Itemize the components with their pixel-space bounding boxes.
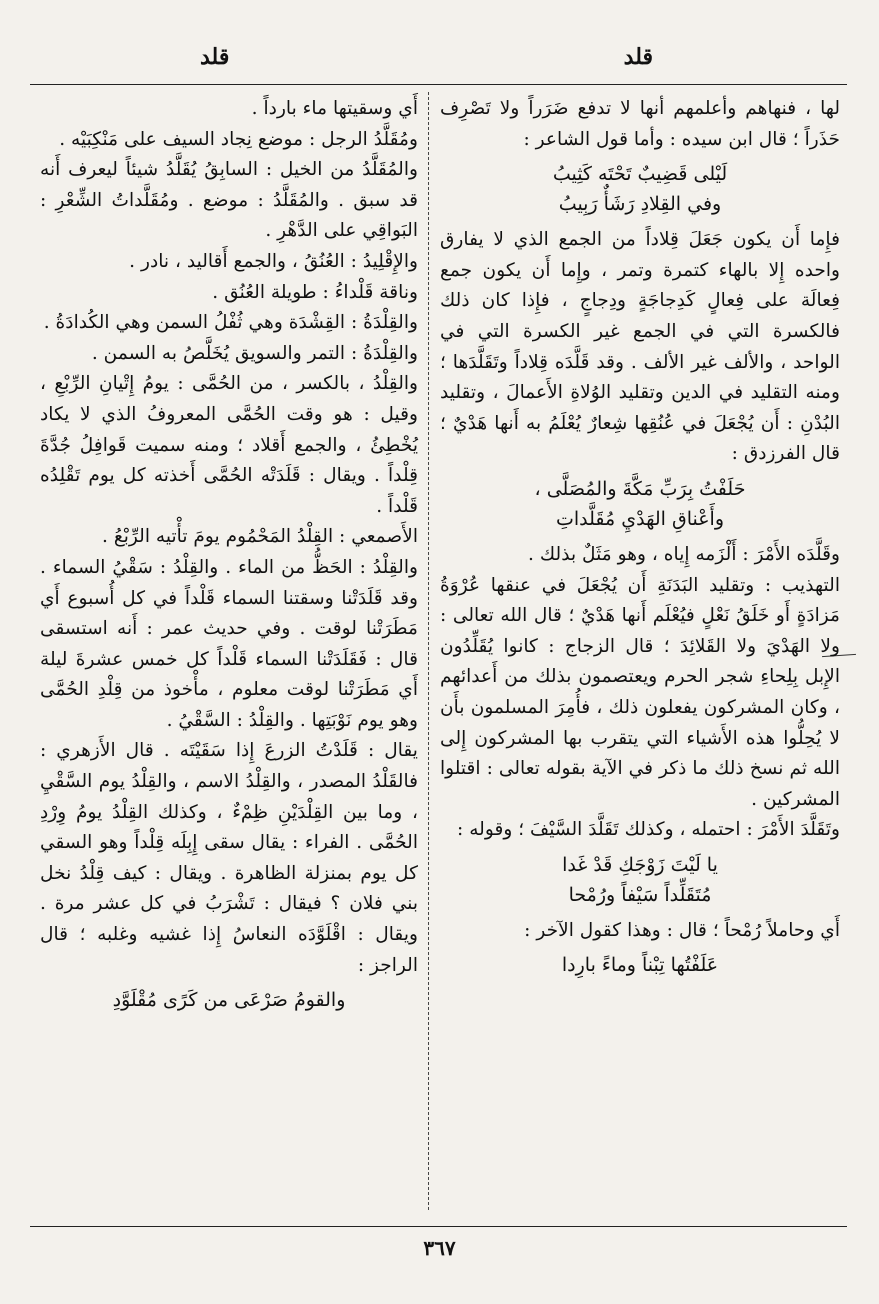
paragraph: وقَلَّدَه الأَمْرَ : أَلْزَمه إِياه ، وهو مَثَلٌ بذلك . bbox=[528, 543, 840, 565]
verse-line: عَلَفْتُها تِبْناً وماءً بارِدا bbox=[561, 954, 719, 977]
verse-line: لَيْلى قَضِيبٌ تَحْتَه كَثِيبُ bbox=[552, 163, 728, 186]
paragraph: أَي وسقيتها ماء بارداً . bbox=[251, 98, 418, 119]
verse-line: وأَعْناقِ الهَدْيِ مُقَلَّداتِ bbox=[555, 507, 725, 530]
verse bbox=[40, 985, 418, 1015]
bottom-rule bbox=[30, 1226, 847, 1227]
paragraph: أَي وحاملاً رُمْحاً ؛ قال : وهذا كقول الآخر : bbox=[524, 919, 840, 941]
verse-line: يا لَيْتَ زَوْجَكِ قَدْ غَدا bbox=[562, 853, 718, 876]
paragraph: والقِلْدُ : الحَظُّ من الماء . والقِلْدُ : سَقْيُ السماء . وقد قَلَدَتْنا وسقتنا السماء قَلْداً في كل أُسبوع أَي مَطَرَتْنا لوقت . وفي حديث عمر : أَنه استسقى قال : فَقَلَدَتْنا السماء قَلْداً كل خمس عشرةَ ليلة أَي مَطَرَتْنا لوقت معلوم ، مأْخوذ من قِلْدِ الحُمَّى وهو يوم نَوْبَتِها . والقِلْدُ : السَّقْيُ . bbox=[40, 556, 418, 731]
right-column bbox=[440, 94, 840, 986]
page-number: ٣٦٧ bbox=[423, 1236, 456, 1260]
paragraph: والقِلْدَةُ : التمر والسويق يُخَلَّصُ به السمن . bbox=[91, 342, 418, 364]
paragraph: والقِلْدُ ، بالكسر ، من الحُمَّى : يومُ إِتْيانِ الرِّبْعِ ، وقيل : هو وقت الحُمَّى المعروفُ الذي لا يكاد يُخْطِئُ ، والجمع أَقلاد ؛ ومنه سميت قَوافِلُ جُدَّةَ قِلْداً . ويقال : قَلَدَتْه الحُمَّى أَخذته كل يوم تَقْلِدُه قَلْداً . bbox=[40, 373, 418, 517]
paragraph: الأَصمعي : القِلْدُ المَحْمُوم يومَ تأْتيه الرِّبْعُ . bbox=[102, 526, 418, 548]
paragraph: وناقة قَلْداءُ : طويلة العُنُق . bbox=[212, 281, 418, 303]
verse-line: حَلَفْتُ بِرَبِّ مَكَّةَ والمُصَلَّى ، bbox=[534, 477, 746, 500]
column-divider bbox=[428, 92, 429, 1210]
paragraph: يقال : قَلَدْتُ الزرعَ إِذا سَقَيْتَه . قال الأَزهري : فالقَلْدُ المصدر ، والقِلْدُ الاسم ، والقِلْدُ يوم السَّقْيِ ، وما بين القِلْدَيْنِ ظِمْءٌ ، وكذلك القِلْدُ يومُ وِرْدِ الحُمَّى . الفراء : يقال سقى إِبِلَه قِلْداً وهو السقي كل يوم بمنزلة الظاهرة . ويقال : كيف قِلْدُ نخل بني فلان ؟ فيقال : تَشْرَبُ في كل عشر مرة . ويقال : اقْلَوَّدَه النعاسُ إِذا غشيه وغلبه ؛ قال الراجز : bbox=[40, 740, 418, 976]
verse-line: وفي القِلادِ رَشَأٌ رَبِيبُ bbox=[558, 193, 722, 216]
paragraph: وتَقَلَّدَ الأَمْرَ : احتمله ، وكذلك تَقَلَّدَ السَّيْفَ ؛ وقوله : bbox=[457, 819, 840, 841]
paragraph: والمُقَلَّدُ من الخيل : السابِقُ يُقَلَّدُ شيئاً ليعرف أَنه قد سبق . والمُقَلَّدُ : موضع . ومُقَلَّداتُ الشِّعْرِ : البَواقِي على الدَّهْرِ . bbox=[40, 159, 418, 242]
verse bbox=[440, 474, 840, 534]
paragraph: ومُقَلَّدُ الرجل : موضع نِجاد السيف على مَنْكِبَيْه . bbox=[59, 128, 418, 150]
header-word-right: قلد bbox=[623, 44, 653, 70]
left-column bbox=[40, 94, 418, 1021]
verse-line: والقومُ صَرْعَى من كَرًى مُقْلَوَّدِ bbox=[112, 989, 346, 1012]
paragraph: التهذيب : وتقليد البَدَنَةِ أَن يُجْعَلَ في عنقها عُرْوَةُ مَزادَةٍ أَو خَلَقُ نَعْلٍ فيُعْلَم أَنها هَدْيٌ ؛ قال الله تعالى : ولا الهَدْيَ ولا القَلائِدَ ؛ قال الزجاج : كانوا يُقَلِّدُون الإِبل بِلِحاءِ شجر الحرم ويعتصمون بذلك من أَعدائهم ، وكان المشركون يفعلون ذلك ، فأُمِرَ المسلمون بأَن لا يُحِلُّوا هذه الأَشياء التي يتقرب بها المشركون إِلى الله ثم نسخ ذلك ما ذكر في الآية بقوله تعالى : اقتلوا المشركين . bbox=[440, 574, 840, 810]
verse bbox=[440, 159, 840, 219]
verse-line: مُتَقَلِّداً سَيْفاً ورُمْحا bbox=[568, 883, 712, 906]
paragraph: والقِلْدَةُ : القِشْدَة وهي ثُفْلُ السمن وهي الكُدادَةُ . bbox=[43, 312, 418, 334]
verse bbox=[440, 950, 840, 980]
paragraph: لها ، فنهاهم وأعلمهم أنها لا تدفع ضَرَراً ولا تَصْرِف حَذَراً ؛ قال ابن سيده : وأما قول الشاعر : bbox=[440, 98, 840, 150]
paragraph: والإِقْلِيدُ : العُنُقُ ، والجمع أَقاليد ، نادر . bbox=[129, 250, 418, 272]
verse bbox=[440, 850, 840, 910]
header-word-left: قلد bbox=[200, 44, 230, 70]
top-rule bbox=[30, 84, 847, 85]
paragraph: فإِما أَن يكون جَعَلَ قِلاداً من الجمع الذي لا يفارق واحده إِلا بالهاء كتمرة وتمر ، وإِما أَن يكون جمع فِعالَة على فِعالٍ كَدِجاجَةٍ ودِجاجٍ ، فإِذا كان ذلك فالكسرة التي في الجمع غير الكسرة التي في الواحد ، والألف غير الألف . وقد قَلَّدَه قِلاداً وتَقَلَّدَها ؛ ومنه التقليد في الدين وتقليد الوُلاةِ الأَعمالَ ، وتقليد البُدْنِ : أَن يُجْعَلَ في عُنُقِها شِعارٌ يُعْلَمُ به أَنها هَدْيٌ ؛ قال الفرزدق : bbox=[440, 229, 840, 465]
